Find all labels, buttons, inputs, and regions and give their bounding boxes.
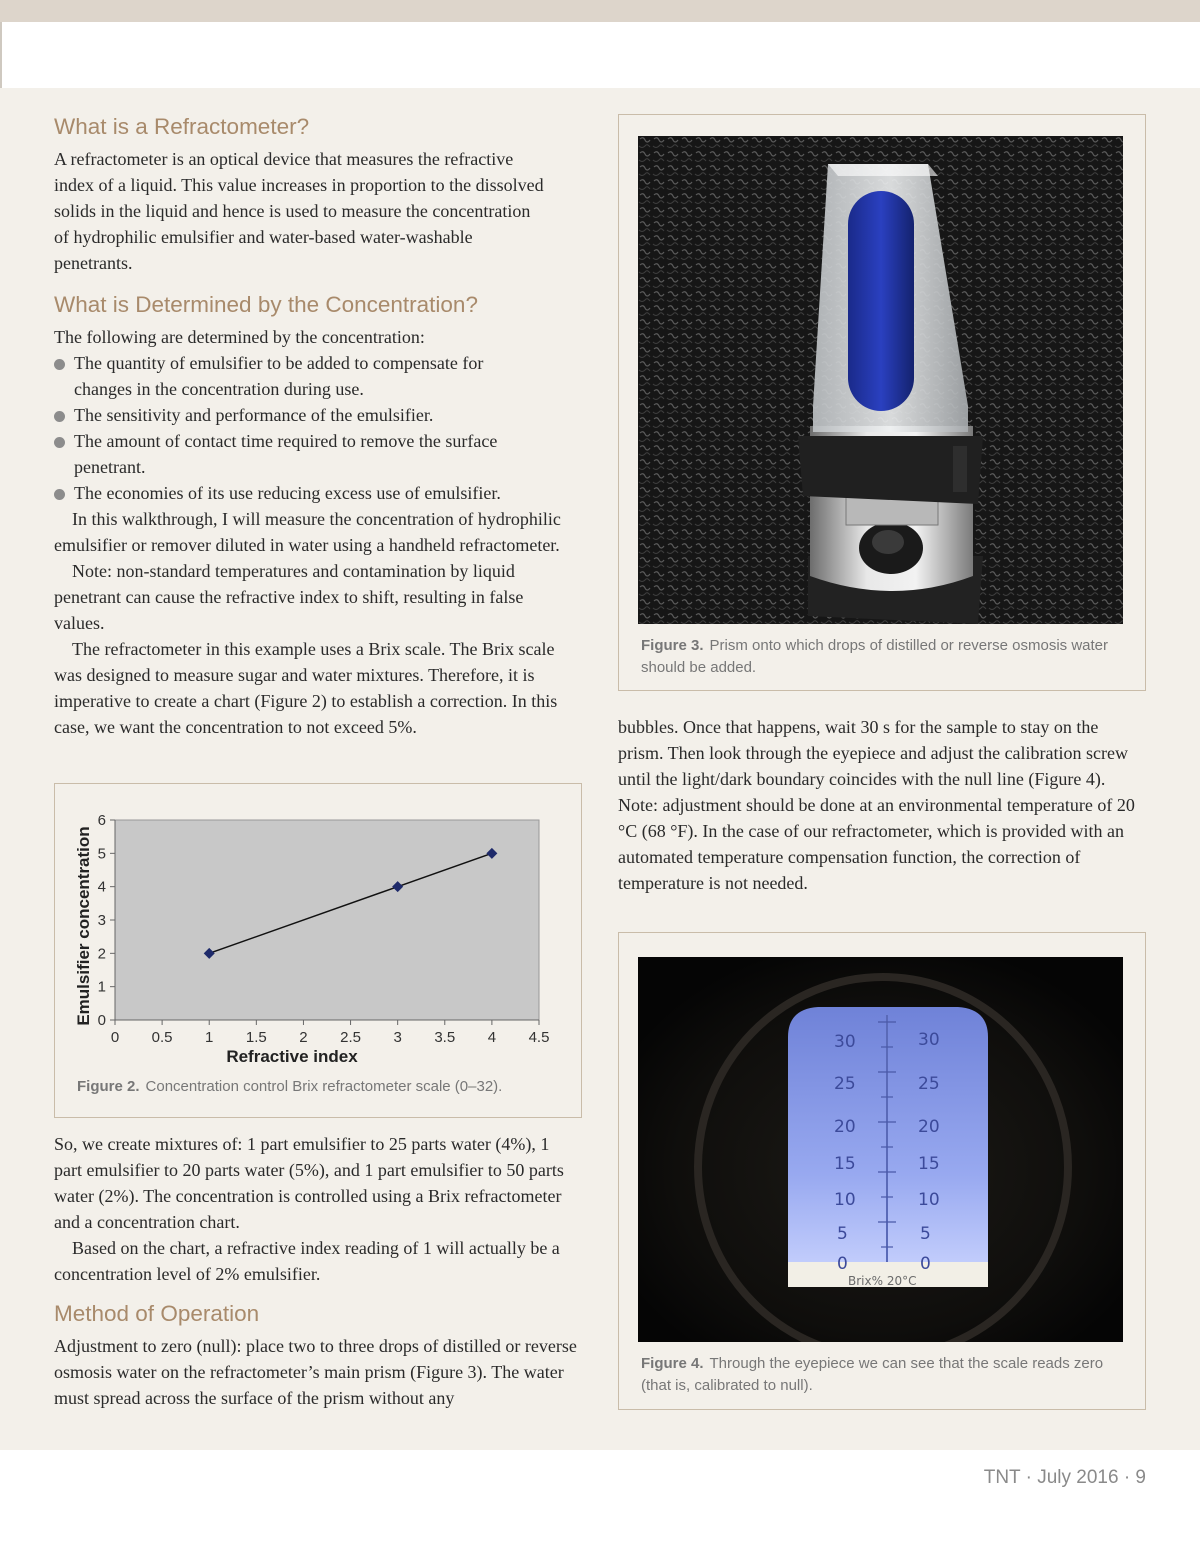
list-item: The economies of its use reducing excess use of emulsifier. [54,480,544,506]
scale-label: 25 [834,1074,856,1094]
y-tick-label: 2 [97,945,106,963]
figure-2-text: Concentration control Brix refractometer scale (0–32). [145,1078,503,1095]
y-tick-label: 5 [97,845,106,863]
x-tick-label: 1 [205,1029,214,1046]
y-axis-label: Emulsifier concentration [74,826,93,1026]
figure-2-box [54,783,582,1118]
y-tick-label: 4 [97,878,106,896]
y-tick-label: 3 [97,912,106,929]
scale-label: 10 [918,1190,940,1210]
scale-label: 0 [920,1254,931,1274]
x-tick-label: 4.5 [528,1029,550,1046]
figure-3-box [618,114,1146,691]
refractometer-prism-illustration [638,136,1123,624]
paragraph-mixtures: So, we create mixtures of: 1 part emulsifier to 25 parts water (4%), 1 part emulsifier to 20 parts water (5%), and 1 part emulsifier to 50 parts water (2%). The concentration is controlled using a Brix refractometer and a concentration chart. [54,1134,564,1232]
scale-label: 15 [918,1154,940,1174]
x-tick-label: 4 [487,1029,497,1046]
scale-label: 5 [837,1224,848,1244]
y-tick-label: 0 [97,1012,106,1029]
x-tick-label: 1.5 [245,1029,267,1046]
figure-4-photo [638,957,1123,1342]
figure-4-caption [641,1353,1121,1397]
x-tick-label: 0 [110,1029,120,1046]
figure-3-caption [641,635,1121,679]
figure-4-label: Figure 4. [641,1355,704,1372]
scale-label: 15 [834,1154,856,1174]
figure-4-box [618,932,1146,1410]
list-item: The amount of contact time required to remove the surface penetrant. [54,428,544,480]
x-tick-label: 3 [393,1029,402,1046]
scale-label: 10 [834,1190,856,1210]
right-column [618,714,1146,896]
list-item: The quantity of emulsifier to be added to compensate for changes in the concentration during use. [54,350,544,402]
scale-label: 30 [834,1032,856,1052]
scale-label: 25 [918,1074,940,1094]
left-edge-line [0,22,2,88]
y-tick-label: 6 [97,812,106,829]
heading-what-is: What is a Refractometer? [54,114,310,139]
heading-determined: What is Determined by the Concentration? [54,292,478,317]
scale-label: 30 [918,1030,940,1050]
top-bar [0,0,1200,22]
scale-caption: Brix% 20°C [848,1274,917,1288]
x-tick-label: 3.5 [434,1029,456,1046]
eyepiece-scale-illustration [638,957,1123,1342]
scale-label: 5 [920,1224,931,1244]
x-tick-label: 2.5 [340,1029,361,1046]
chart-svg [55,784,580,1074]
paragraph-method: Adjustment to zero (null): place two to three drops of distilled or reverse osmosis water on the refractometer’s main prism (Figure 3). The water must spread across the surface of the prism without any [54,1336,577,1408]
paragraph-brix: The refractometer in this example uses a Brix scale. The Brix scale was designed to measure sugar and water mixtures. Therefore, it is imperative to create a chart (Figure 2) to establish a correction. In this case, we want the concentration to not exceed 5%. [54,639,558,737]
paragraph-what-is: A refractometer is an optical device that measures the refractive index of a liquid. This value increases in proportion to the dissolved solids in the liquid and hence is used to measure the concentration of hydrophilic emulsifier and water-based water-washable penetrants. [54,149,544,273]
page-footer: TNT · July 2016 · 9 [983,1467,1146,1488]
x-tick-label: 2 [299,1029,308,1046]
paragraph-adjustment: bubbles. Once that happens, wait 30 s for the sample to stay on the prism. Then look through the eyepiece and adjust the calibration screw until the light/dark boundary coincides with the null line (Figure 4). Note: adjustment should be done at an environmental temperature of 20 °C (68 °F). In the case of our refractometer, which is provided with an automated temperature compensation function, the correction of temperature is not needed. [618,717,1135,893]
paragraph-note: Note: non-standard temperatures and contamination by liquid penetrant can cause the refractive index to shift, resulting in false values. [54,561,524,633]
figure-2-caption [77,1076,567,1098]
heading-method: Method of Operation [54,1301,260,1326]
scale-label: 20 [834,1117,856,1137]
figure-4-text: Through the eyepiece we can see that the scale reads zero (that is, calibrated to null). [641,1355,1104,1394]
x-axis-label: Refractive index [226,1047,358,1066]
left-column-lower [54,1131,582,1411]
figure-3-photo [638,136,1123,624]
list-item: The sensitivity and performance of the emulsifier. [54,402,544,428]
y-tick-label: 1 [97,978,106,996]
bullet-list [54,350,544,506]
scale-label: 0 [837,1254,848,1274]
figure-3-label: Figure 3. [641,637,704,654]
paragraph-reading: Based on the chart, a refractive index reading of 1 will actually be a concentration level of 2% emulsifier. [54,1238,560,1284]
x-tick-label: 0.5 [151,1029,173,1046]
scale-label: 20 [918,1117,940,1137]
figure-2-label: Figure 2. [77,1078,140,1095]
paragraph-determined-intro: The following are determined by the concentration: [54,327,425,347]
plot-area [115,820,539,1020]
figure-3-text: Prism onto which drops of distilled or reverse osmosis water should be added. [641,637,1108,676]
paragraph-walkthrough: In this walkthrough, I will measure the concentration of hydrophilic emulsifier or remover diluted in water using a handheld refractometer. [54,509,561,555]
left-column [54,112,582,740]
